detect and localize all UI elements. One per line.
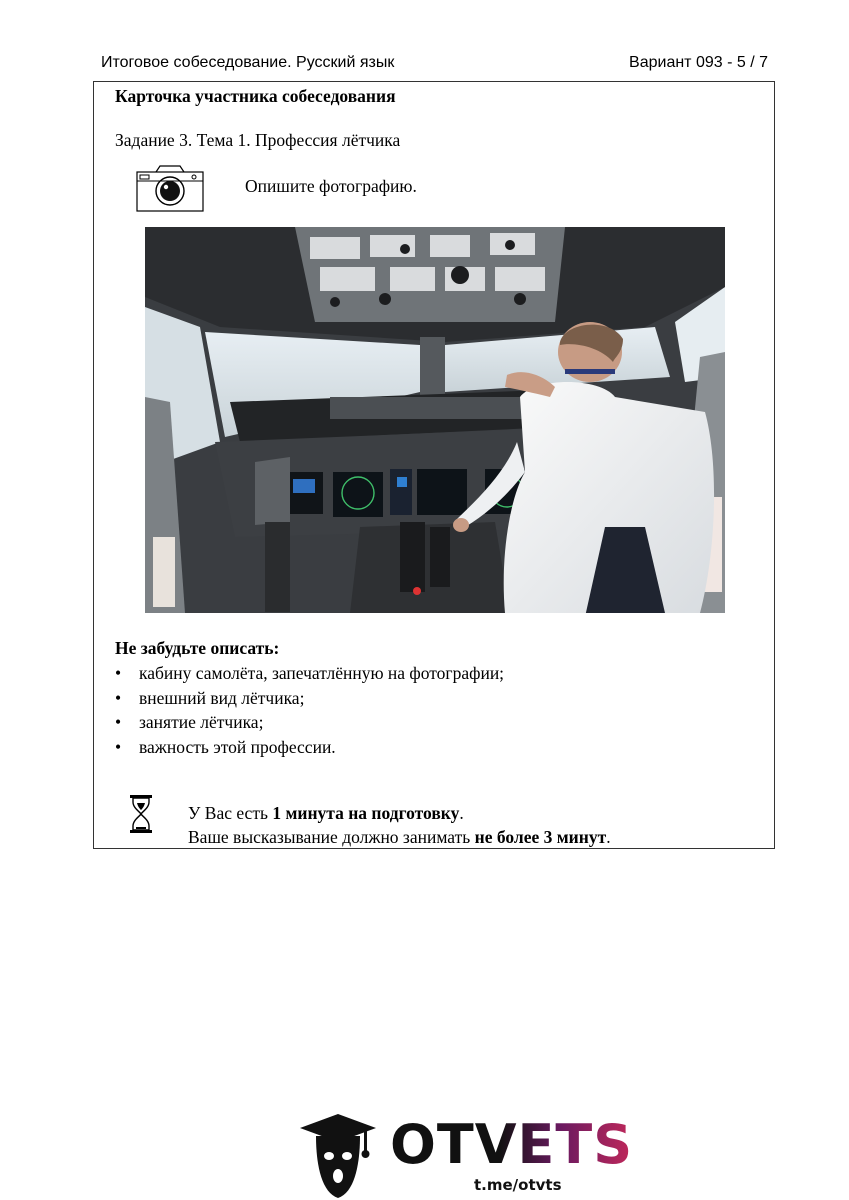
- cockpit-photo: [145, 227, 725, 613]
- list-item: • занятие лётчика;: [115, 710, 504, 735]
- answer-time-bold: не более 3 минут: [474, 827, 607, 847]
- card-title: Карточка участника собеседования: [115, 86, 396, 106]
- logo-link[interactable]: t.me/otvts: [474, 1176, 562, 1194]
- otvets-logo: [298, 1112, 634, 1200]
- camera-icon: [136, 164, 204, 212]
- list-item: • внешний вид лётчика;: [115, 686, 504, 711]
- instruction-text: Опишите фотографию.: [245, 176, 417, 196]
- description-checklist: [115, 661, 504, 759]
- answer-time-text: Ваше высказывание должно занимать не более 3 минут.: [188, 827, 611, 847]
- list-item: • кабину самолёта, запечатлённую на фотографии;: [115, 661, 504, 686]
- prep-time-text: У Вас есть 1 минута на подготовку.: [188, 803, 464, 823]
- prep-time-bold: 1 минута на подготовку: [272, 803, 460, 823]
- header-variant: Вариант 093 - 5 / 7: [629, 54, 768, 71]
- remember-heading: Не забудьте описать:: [115, 638, 280, 658]
- list-item: • важность этой профессии.: [115, 735, 504, 760]
- graduate-mask-icon: [298, 1112, 378, 1200]
- task-title: Задание 3. Тема 1. Профессия лётчика: [115, 130, 401, 150]
- hourglass-icon: [129, 794, 153, 834]
- logo-text: OTVETS: [390, 1113, 634, 1176]
- header-title: Итоговое собеседование. Русский язык: [101, 54, 395, 71]
- participant-card: [93, 81, 775, 849]
